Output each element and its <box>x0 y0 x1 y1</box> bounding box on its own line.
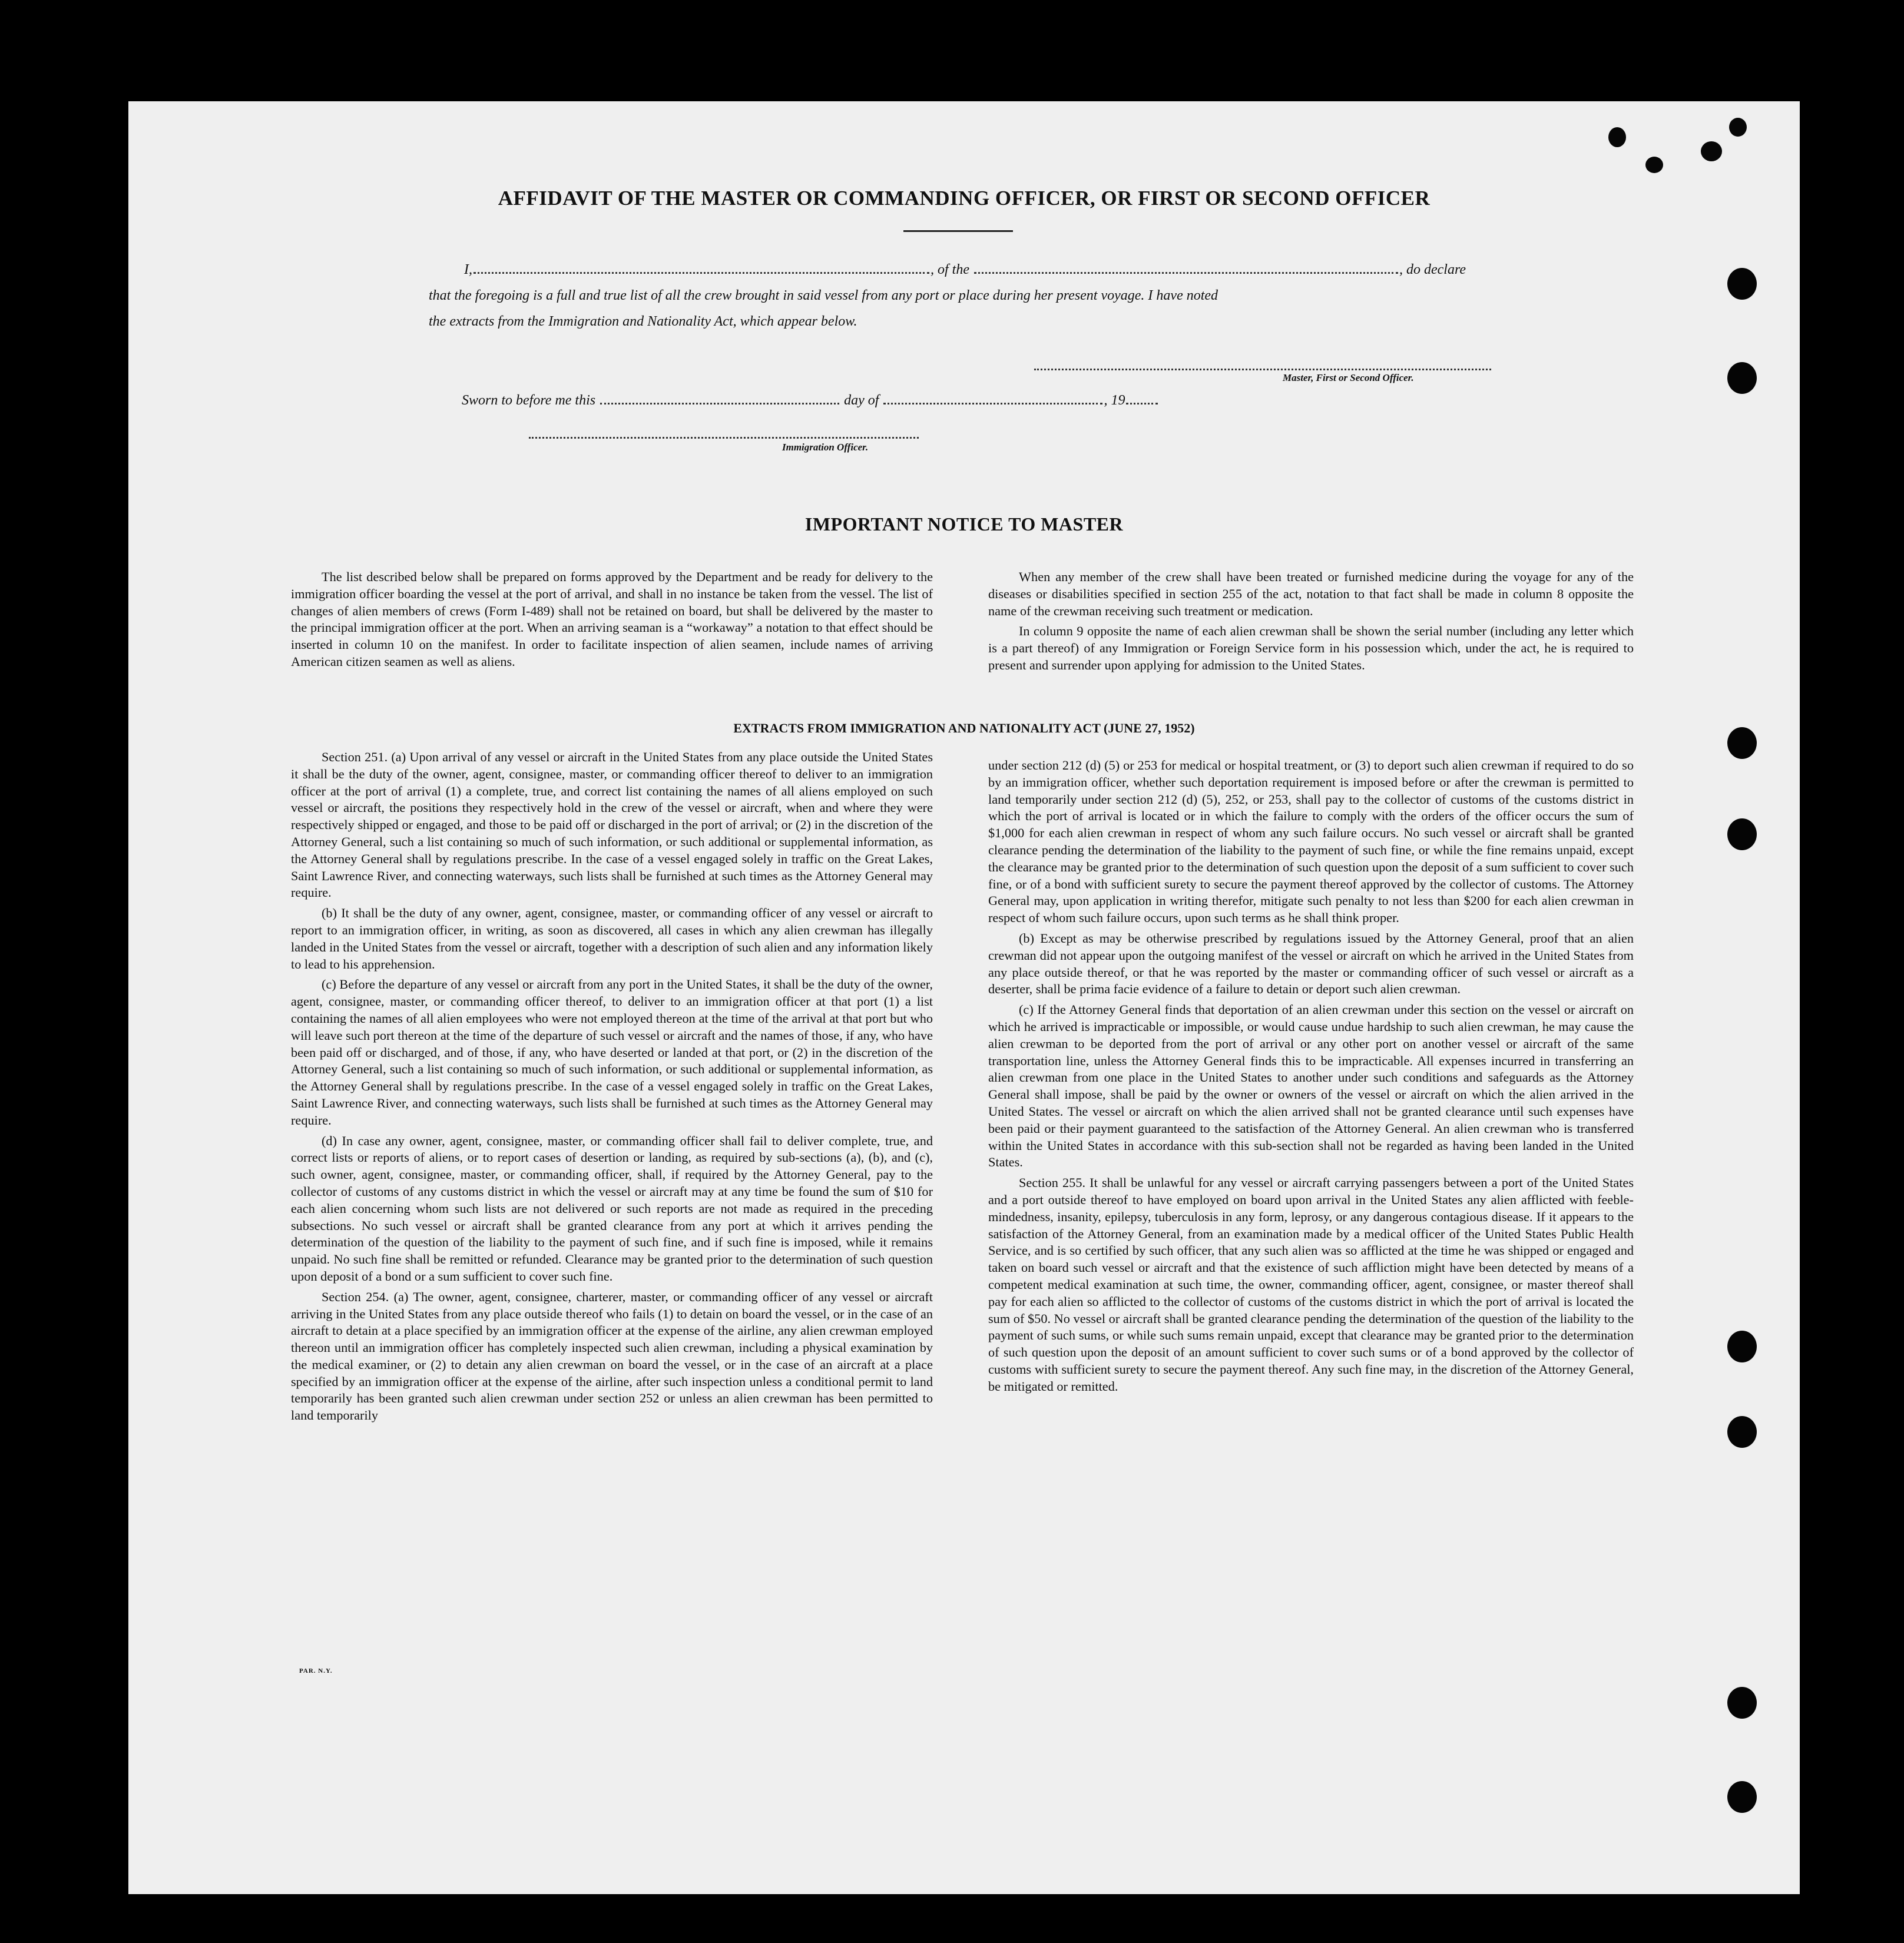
punch-speck <box>1701 141 1722 161</box>
sworn-month-blank <box>883 392 1102 404</box>
year-text: , 19 <box>1104 393 1125 408</box>
section-254-a: Section 254. (a) The owner, agent, consignee, charterer, master, or commanding officer of any vessel or aircraft arriving in the United States from any place outside thereof who fails (1) to detain on board the vessel, or in the case of an aircraft to detain at a place specified by an immigration officer at the expense of the airline, any alien crewman employed thereon until an immigration officer has completely inspected such alien crewman, including a physical examination by the medical examiner, or (2) to detain any alien crewman on board the vessel, or in the case of an aircraft at a place specified by an immigration officer at the expense of the airline, after such inspection unless a conditional permit to land temporarily has been granted such alien crewman under section 252 or unless an alien crewman has been permitted to land temporarily <box>291 1289 933 1423</box>
sworn-text: Sworn to before me this <box>462 393 596 408</box>
punch-speck <box>1608 127 1626 147</box>
punch-hole <box>1727 1781 1757 1813</box>
section-251-c: (c) Before the departure of any vessel or aircraft from any port in the United States, it shall be the duty of the owner, agent, consignee, master, or commanding officer thereof, to deliver to an immigration officer at that port (1) a list containing the names of all alien employees who were not employed thereon at the time of the arrival at that port but who will leave such port thereon at the time of the departure of such vessel or aircraft and the names of those, if any, who have been paid off or discharged, and of those, if any, who have deserted or landed at that port, or (2) in the discretion of the Attorney General, such a list containing so much of such information, or such additional or supplemental information, as the Attorney General shall by regulations prescribe. In the case of a vessel engaged solely in traffic on the Great Lakes, Saint Lawrence River, and connecting waterways, such lists shall be furnished at such times as the Attorney General may require. <box>291 977 933 1128</box>
sworn-line <box>462 387 1159 413</box>
extracts-left-column <box>291 749 933 1424</box>
affidavit-i: I, <box>464 262 472 277</box>
name-blank <box>473 261 929 274</box>
officer-signature-line <box>529 437 919 439</box>
affidavit-of-the: , of the <box>931 262 969 277</box>
punch-hole <box>1727 1331 1757 1362</box>
notice-right-paragraph-1: When any member of the crew shall have been treated or furnished medicine during the voyage for any of the diseases or disabilities specified in section 255 of the act, notation to that fact shall be made in column 8 opposite the name of the crewman receiving such treatment or medication. <box>988 569 1634 618</box>
vessel-blank <box>974 261 1398 274</box>
printer-mark: PAR. N.Y. <box>299 1667 333 1675</box>
punch-hole <box>1727 362 1757 394</box>
affidavit-do-declare: , do declare <box>1399 262 1466 277</box>
sworn-day-blank <box>600 392 839 404</box>
punch-hole <box>1727 1416 1757 1448</box>
affidavit-title: AFFIDAVIT OF THE MASTER OR COMMANDING OFFICER, OR FIRST OR SECOND OFFICER <box>498 187 1431 210</box>
punch-speck <box>1645 157 1663 173</box>
notice-left-paragraph: The list described below shall be prepared on forms approved by the Department and be ready for delivery to the immigration officer boarding the vessel at the port of arrival, and shall in no instance be taken from the vessel. The list of changes of alien members of crews (Form I-489) shall not be retained on board, but shall be delivered by the master to the principal immigration officer at the port. When an arriving seaman is a “workaway” a notation to that effect should be inserted in column 10 on the manifest. In order to facilitate inspection of alien seamen, include names of arriving American citizen seamen as well as aliens. <box>291 569 933 669</box>
section-251-b: (b) It shall be the duty of any owner, agent, consignee, master, or commanding officer of any vessel or aircraft to report to an immigration officer, in writing, as soon as discovered, all cases in which any alien crewman has illegally landed in the United States from the vessel or aircraft, together with a description of such alien and any information likely to lead to his apprehension. <box>291 906 933 971</box>
section-254-c: (c) If the Attorney General finds that deportation of an alien crewman under this section on the vessel or aircraft on which he arrived is impracticable or impossible, or would cause undue hardship to such alien crewman, he may cause the alien crewman to be deported from the port of arrival or any other port on another vessel or aircraft of the same transportation line, unless the Attorney General finds this to be impracticable. All expenses incurred in transferring an alien crewman from one place in the United States to another under such conditions and safeguards as the Attorney General shall impose, shall be paid by the owner or owners of the vessel or aircraft on which the alien arrived in the United States. The vessel or aircraft on which the alien arrived shall not be granted clearance until such expenses have been paid or their payment guaranteed to the satisfaction of the Attorney General. An alien crewman who is transferred within the United States in accordance with this sub-section shall not be regarded as having been landed in the United States. <box>988 1002 1634 1170</box>
officer-signature-label: Immigration Officer. <box>782 442 869 453</box>
punch-hole <box>1727 727 1757 759</box>
document-sheet <box>128 101 1800 1894</box>
section-254-a-continued: under section 212 (d) (5) or 253 for medical or hospital treatment, or (3) to deport such alien crewman if required to do so by an immigration officer, whether such deportation requirement is imposed before or after the crewman is permitted to land temporarily under section 212 (d) (5), 252, or 253, shall pay to the collector of customs of the customs district in which the port of arrival is located or in which the failure to comply with the orders of the officer occurs the sum of $1,000 for each alien crewman in respect of whom any such failure occurs. No such vessel or aircraft shall be granted clearance pending the determination of the liability to the payment of such fine, or while the fine remains unpaid, except the clearance may be granted prior to the determination of such question upon the deposit of a sum sufficient to cover such fine, or of a bond with sufficient surety to secure the payment thereof approved by the collector of customs. The Attorney General may, upon application in writing therefor, mitigate such penalty to not less than $200 for each alien crewman in respect of whom such failure occurs, upon such terms as he shall think proper. <box>988 758 1634 926</box>
punch-speck <box>1729 118 1747 137</box>
section-254-b: (b) Except as may be otherwise prescribed by regulations issued by the Attorney General, proof that an alien crewman did not appear upon the outgoing manifest of the vessel or aircraft on which he arrived in the United States from any place outside thereof, or that he was reported by the master or commanding officer of such vessel or aircraft as a deserter, shall be prima facie evidence of a failure to detain or deport such alien crewman. <box>988 930 1634 997</box>
notice-left-column <box>291 569 933 671</box>
master-signature-line <box>1034 369 1491 370</box>
section-251-d: (d) In case any owner, agent, consignee, master, or commanding officer shall fail to deliver complete, true, and correct lists or reports of aliens, or to report cases of desertion or landing, as required by sub-sections (a), (b), and (c), such owner, agent, consignee, master, or commanding officer, shall, if required by the Attorney General, pay to the collector of customs of any customs district in which the vessel or aircraft may at any time be found the sum of $10 for each alien concerning whom such lists are not delivered or such reports are not made as required in the preceding subsections. No such vessel or aircraft shall be granted clearance from any port at which it arrives pending the determination of the question of the liability to the payment of such fine, and if such fine is imposed, while it remains unpaid. No such fine shall be remitted or refunded. Clearance may be granted prior to the determination of such question upon deposit of a bond or a sum sufficient to cover such fine. <box>291 1133 933 1284</box>
affidavit-line-3: the extracts from the Immigration and Nationality Act, which appear below. <box>429 314 857 329</box>
affidavit-line-2: that the foregoing is a full and true list of all the crew brought in said vessel from any port or place during her present voyage. I have noted <box>429 288 1218 303</box>
year-blank <box>1126 392 1158 404</box>
notice-right-paragraph-2: In column 9 opposite the name of each alien crewman shall be shown the serial number (including any letter which is a part thereof) of any Immigration or Foreign Service form in his possession which, under the act, he is required to present and surrender upon applying for admission to the United States. <box>988 624 1634 672</box>
punch-hole <box>1727 268 1757 300</box>
notice-right-column <box>988 569 1634 674</box>
day-of-text: day of <box>844 393 879 408</box>
punch-hole <box>1727 1687 1757 1719</box>
extracts-title: EXTRACTS FROM IMMIGRATION AND NATIONALITY ACT (JUNE 27, 1952) <box>733 721 1195 735</box>
notice-title: IMPORTANT NOTICE TO MASTER <box>804 513 1124 535</box>
affidavit-line-1 <box>464 257 1466 283</box>
section-251-a: Section 251. (a) Upon arrival of any vessel or aircraft in the United States from any place outside the United States it shall be the duty of the owner, agent, consignee, master, or commanding officer thereof to deliver to an immigration officer at the port of arrival (1) a complete, true, and correct list containing the names of all aliens employed on such vessel or aircraft, the positions they respectively hold in the crew of the vessel or aircraft, when and where they were respectively shipped or engaged, and those to be paid off or discharged in the port of arrival; or (2) in the discretion of the Attorney General, such a list containing so much of such information, or such additional or supplemental information, as the Attorney General shall by regulations prescribe. In the case of a vessel engaged solely in traffic on the Great Lakes, Saint Lawrence River, and connecting waterways, such lists shall be furnished at such times as the Attorney General may require. <box>291 750 933 900</box>
master-signature-label: Master, First or Second Officer. <box>1283 372 1414 383</box>
title-underline <box>903 230 1013 232</box>
punch-hole <box>1727 818 1757 850</box>
extracts-right-column <box>988 757 1634 1395</box>
section-255: Section 255. It shall be unlawful for any vessel or aircraft carrying passengers between a port of the United States and a port outside thereof to have employed on board upon arrival in the United States any alien afflicted with feeble-mindedness, insanity, epilepsy, tuberculosis in any form, leprosy, or any dangerous contagious disease. If it appears to the satisfaction of the Attorney General, from an examination made by a medical officer of the United States Public Health Service, and is so certified by such officer, that any such alien was so afflicted at the time he was shipped or engaged and taken on board such vessel or aircraft and that the existence of such affliction might have been detected by means of a competent medical examination at such time, the owner, commanding officer, agent, consignee, or master thereof shall pay for each alien so afflicted to the collector of customs of the customs district in which the port of arrival is located the sum of $50. No vessel or aircraft shall be granted clearance pending the determination of the question of the liability to the payment of such sums, or while such sums remain unpaid, except that clearance may be granted prior to the determination of such question upon the deposit of an amount sufficient to cover such sums or of a bond approved by the collector of customs with sufficient surety to secure the payment thereof. Any such fine may, in the discretion of the Attorney General, be mitigated or remitted. <box>988 1175 1634 1394</box>
